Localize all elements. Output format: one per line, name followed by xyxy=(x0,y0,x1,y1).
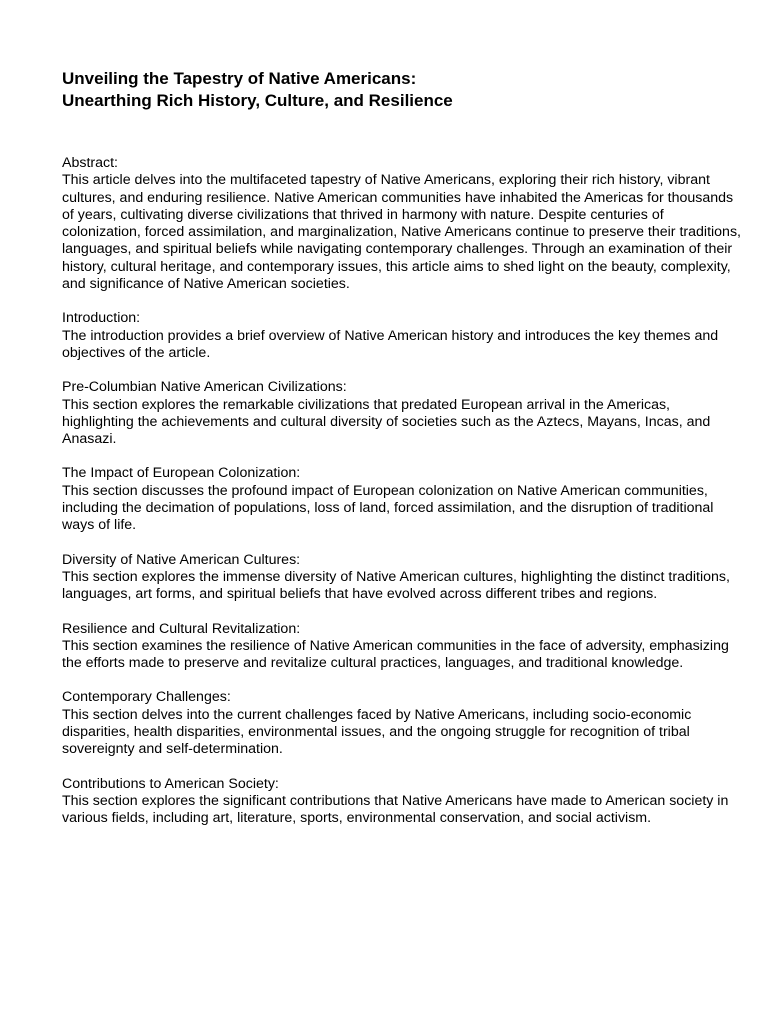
section-body: This section delves into the current challenges faced by Native Americans, including socio-economic disparities, health disparities, environmental issues, and the ongoing struggle for recognition of tribal sovereignty and self-determination. xyxy=(62,706,692,758)
section-heading: Introduction: xyxy=(62,310,141,327)
section-body: This section discusses the profound impact of European colonization on Native American communities, including the decimation of populations, loss of land, forced assimilation, and the disruption of traditional ways of life. xyxy=(62,482,714,534)
section-diversity xyxy=(62,552,742,604)
section-heading: Abstract: xyxy=(62,155,118,171)
section-body: This article delves into the multifaceted tapestry of Native Americans, exploring their rich history, vibrant cultures, and enduring resilience. Native American communities have inhabited the Americas for thousands of years, cultivating diverse civilizations that thrived in harmony with nature. Despite centuries of colonization, forced assimilation, and marginalization, Native Americans continue to preserve their traditions, languages, and spiritual beliefs while navigating contemporary challenges. Through an examination of their history, cultural heritage, and contemporary issues, this article aims to shed light on the beauty, complexity, and significance of Native American societies. xyxy=(62,172,741,293)
document-sections xyxy=(62,155,742,828)
section-heading: Contributions to American Society: xyxy=(62,775,279,792)
section-body: The introduction provides a brief overview of Native American history and introduces the key themes and objectives of the article. xyxy=(62,327,719,361)
section-contemporary-challenges xyxy=(62,689,742,758)
section-body: This section explores the significant contributions that Native Americans have made to American society in various fields, including art, literature, sports, environmental conservation, and social activism. xyxy=(62,792,729,827)
section-contributions xyxy=(62,776,742,828)
section-body: This section examines the resilience of Native American communities in the face of adversity, emphasizing the efforts made to preserve and revitalize cultural practices, languages, and traditional knowledge. xyxy=(62,637,729,672)
section-body: This section explores the remarkable civilizations that predated European arrival in the Americas, highlighting the achievements and cultural diversity of societies such as the Aztecs, Mayans, Incas, and Anasazi. xyxy=(62,396,711,448)
section-heading: Resilience and Cultural Revitalization: xyxy=(62,620,301,637)
section-pre-columbian xyxy=(62,379,742,448)
document-page xyxy=(62,68,742,845)
section-heading: The Impact of European Colonization: xyxy=(62,465,301,482)
section-heading: Pre-Columbian Native American Civilizations: xyxy=(62,379,347,396)
section-european-colonization xyxy=(62,465,742,534)
section-heading: Diversity of Native American Cultures: xyxy=(62,551,301,568)
section-abstract xyxy=(62,155,742,293)
section-heading: Contemporary Challenges: xyxy=(62,689,231,706)
section-resilience xyxy=(62,621,742,673)
section-introduction xyxy=(62,310,742,362)
title-line-1: Unveiling the Tapestry of Native Americans: xyxy=(62,69,417,88)
title-line-2: Unearthing Rich History, Culture, and Resilience xyxy=(62,91,453,110)
section-body: This section explores the immense diversity of Native American cultures, highlighting the distinct traditions, languages, art forms, and spiritual beliefs that have evolved across different tribes and regions. xyxy=(62,568,730,603)
document-title xyxy=(62,68,742,112)
